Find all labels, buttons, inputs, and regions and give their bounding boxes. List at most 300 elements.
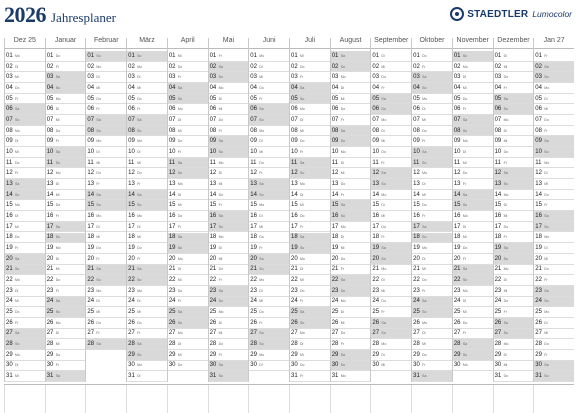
day-row[interactable] <box>494 72 534 83</box>
day-row[interactable] <box>371 275 411 286</box>
day-row[interactable] <box>371 94 411 105</box>
day-row[interactable] <box>249 211 289 222</box>
day-row[interactable] <box>209 222 249 233</box>
day-row[interactable] <box>290 83 330 94</box>
day-row[interactable] <box>209 254 249 265</box>
day-row[interactable] <box>127 211 167 222</box>
day-row[interactable] <box>86 318 126 329</box>
day-row[interactable] <box>5 307 45 318</box>
day-row[interactable] <box>290 254 330 265</box>
day-row[interactable] <box>86 72 126 83</box>
day-row[interactable] <box>5 200 45 211</box>
day-row[interactable] <box>453 200 493 211</box>
day-row[interactable] <box>331 297 371 308</box>
day-row[interactable] <box>86 158 126 169</box>
day-row[interactable] <box>127 275 167 286</box>
day-row[interactable] <box>249 104 289 115</box>
day-row[interactable] <box>249 158 289 169</box>
day-row[interactable] <box>331 72 371 83</box>
day-row[interactable] <box>412 168 452 179</box>
day-row[interactable] <box>127 104 167 115</box>
day-row[interactable] <box>168 350 208 361</box>
day-row[interactable] <box>494 286 534 297</box>
day-row[interactable] <box>5 136 45 147</box>
day-row[interactable] <box>5 350 45 361</box>
day-row[interactable] <box>453 83 493 94</box>
day-row[interactable] <box>209 104 249 115</box>
day-row[interactable] <box>249 318 289 329</box>
day-row[interactable] <box>5 158 45 169</box>
day-row[interactable] <box>46 72 86 83</box>
day-row[interactable] <box>249 136 289 147</box>
day-row[interactable] <box>127 94 167 105</box>
day-row[interactable] <box>5 286 45 297</box>
day-row[interactable] <box>86 147 126 158</box>
day-row[interactable] <box>290 371 330 382</box>
day-row[interactable] <box>127 350 167 361</box>
day-row[interactable] <box>86 297 126 308</box>
day-row[interactable] <box>534 136 574 147</box>
day-row[interactable] <box>127 179 167 190</box>
day-row[interactable] <box>249 190 289 201</box>
day-row[interactable] <box>209 62 249 73</box>
day-row[interactable] <box>371 158 411 169</box>
day-row[interactable] <box>249 72 289 83</box>
day-row[interactable] <box>453 318 493 329</box>
day-row[interactable] <box>86 200 126 211</box>
day-row[interactable] <box>494 147 534 158</box>
day-row[interactable] <box>331 136 371 147</box>
day-row[interactable] <box>290 361 330 372</box>
day-row[interactable] <box>249 254 289 265</box>
day-row[interactable] <box>494 265 534 276</box>
day-row[interactable] <box>209 318 249 329</box>
day-row[interactable] <box>534 104 574 115</box>
day-row[interactable] <box>168 94 208 105</box>
day-row[interactable] <box>127 72 167 83</box>
day-row[interactable] <box>412 158 452 169</box>
day-row[interactable] <box>412 222 452 233</box>
day-row[interactable] <box>453 243 493 254</box>
day-row[interactable] <box>46 200 86 211</box>
day-row[interactable] <box>331 339 371 350</box>
day-row[interactable] <box>127 51 167 62</box>
day-row[interactable] <box>209 297 249 308</box>
day-row[interactable] <box>46 126 86 137</box>
day-row[interactable] <box>86 243 126 254</box>
day-row[interactable] <box>453 275 493 286</box>
day-row[interactable] <box>127 168 167 179</box>
day-row[interactable] <box>127 83 167 94</box>
day-row[interactable] <box>249 115 289 126</box>
day-row[interactable] <box>412 307 452 318</box>
day-row[interactable] <box>168 72 208 83</box>
day-row[interactable] <box>5 275 45 286</box>
day-row[interactable] <box>46 371 86 382</box>
day-row[interactable] <box>331 361 371 372</box>
day-row[interactable] <box>412 136 452 147</box>
day-row[interactable] <box>453 51 493 62</box>
day-row[interactable] <box>86 136 126 147</box>
day-row[interactable] <box>168 243 208 254</box>
day-row[interactable] <box>127 126 167 137</box>
day-row[interactable] <box>249 200 289 211</box>
day-row[interactable] <box>249 94 289 105</box>
day-row[interactable] <box>209 126 249 137</box>
day-row[interactable] <box>168 179 208 190</box>
day-row[interactable] <box>5 211 45 222</box>
day-row[interactable] <box>453 350 493 361</box>
day-row[interactable] <box>127 158 167 169</box>
day-row[interactable] <box>5 51 45 62</box>
day-row[interactable] <box>494 243 534 254</box>
day-row[interactable] <box>331 350 371 361</box>
day-row[interactable] <box>371 200 411 211</box>
day-row[interactable] <box>534 83 574 94</box>
day-row[interactable] <box>494 329 534 340</box>
day-row[interactable] <box>46 94 86 105</box>
day-row[interactable] <box>453 179 493 190</box>
day-row[interactable] <box>209 200 249 211</box>
day-row[interactable] <box>249 233 289 244</box>
day-row[interactable] <box>249 62 289 73</box>
day-row[interactable] <box>86 115 126 126</box>
day-row[interactable] <box>290 200 330 211</box>
day-row[interactable] <box>168 168 208 179</box>
day-row[interactable] <box>5 126 45 137</box>
day-row[interactable] <box>86 222 126 233</box>
day-row[interactable] <box>412 329 452 340</box>
day-row[interactable] <box>494 62 534 73</box>
day-row[interactable] <box>46 265 86 276</box>
day-row[interactable] <box>168 361 208 372</box>
day-row[interactable] <box>371 222 411 233</box>
day-row[interactable] <box>86 83 126 94</box>
day-row[interactable] <box>46 179 86 190</box>
day-row[interactable] <box>534 168 574 179</box>
day-row[interactable] <box>412 265 452 276</box>
day-row[interactable] <box>5 94 45 105</box>
day-row[interactable] <box>534 371 574 382</box>
day-row[interactable] <box>249 297 289 308</box>
day-row[interactable] <box>127 62 167 73</box>
day-row[interactable] <box>453 361 493 372</box>
day-row[interactable] <box>209 147 249 158</box>
day-row[interactable] <box>46 190 86 201</box>
day-row[interactable] <box>5 361 45 372</box>
day-row[interactable] <box>494 297 534 308</box>
day-row[interactable] <box>371 83 411 94</box>
day-row[interactable] <box>534 243 574 254</box>
day-row[interactable] <box>46 297 86 308</box>
day-row[interactable] <box>371 190 411 201</box>
day-row[interactable] <box>5 83 45 94</box>
day-row[interactable] <box>290 329 330 340</box>
day-row[interactable] <box>331 254 371 265</box>
day-row[interactable] <box>290 94 330 105</box>
day-row[interactable] <box>249 286 289 297</box>
day-row[interactable] <box>453 211 493 222</box>
day-row[interactable] <box>534 200 574 211</box>
day-row[interactable] <box>168 83 208 94</box>
day-row[interactable] <box>534 147 574 158</box>
day-row[interactable] <box>290 190 330 201</box>
day-row[interactable] <box>249 275 289 286</box>
day-row[interactable] <box>371 318 411 329</box>
day-row[interactable] <box>371 307 411 318</box>
day-row[interactable] <box>371 168 411 179</box>
day-row[interactable] <box>168 339 208 350</box>
day-row[interactable] <box>331 94 371 105</box>
day-row[interactable] <box>127 147 167 158</box>
day-row[interactable] <box>534 179 574 190</box>
day-row[interactable] <box>209 286 249 297</box>
day-row[interactable] <box>331 222 371 233</box>
day-row[interactable] <box>5 339 45 350</box>
day-row[interactable] <box>249 147 289 158</box>
day-row[interactable] <box>412 62 452 73</box>
day-row[interactable] <box>331 329 371 340</box>
day-row[interactable] <box>412 211 452 222</box>
day-row[interactable] <box>494 307 534 318</box>
day-row[interactable] <box>494 318 534 329</box>
day-row[interactable] <box>46 168 86 179</box>
day-row[interactable] <box>534 361 574 372</box>
day-row[interactable] <box>290 168 330 179</box>
day-row[interactable] <box>168 147 208 158</box>
day-row[interactable] <box>494 190 534 201</box>
day-row[interactable] <box>5 233 45 244</box>
day-row[interactable] <box>168 104 208 115</box>
day-row[interactable] <box>453 115 493 126</box>
day-row[interactable] <box>331 147 371 158</box>
day-row[interactable] <box>209 329 249 340</box>
day-row[interactable] <box>168 318 208 329</box>
day-row[interactable] <box>209 361 249 372</box>
day-row[interactable] <box>127 318 167 329</box>
day-row[interactable] <box>5 265 45 276</box>
day-row[interactable] <box>86 51 126 62</box>
day-row[interactable] <box>331 211 371 222</box>
day-row[interactable] <box>249 339 289 350</box>
day-row[interactable] <box>46 361 86 372</box>
day-row[interactable] <box>371 339 411 350</box>
day-row[interactable] <box>249 179 289 190</box>
day-row[interactable] <box>209 350 249 361</box>
day-row[interactable] <box>5 115 45 126</box>
day-row[interactable] <box>168 126 208 137</box>
day-row[interactable] <box>534 115 574 126</box>
day-row[interactable] <box>5 297 45 308</box>
day-row[interactable] <box>46 233 86 244</box>
day-row[interactable] <box>453 62 493 73</box>
day-row[interactable] <box>249 126 289 137</box>
day-row[interactable] <box>5 222 45 233</box>
day-row[interactable] <box>534 211 574 222</box>
day-row[interactable] <box>331 115 371 126</box>
day-row[interactable] <box>494 51 534 62</box>
day-row[interactable] <box>412 104 452 115</box>
day-row[interactable] <box>494 275 534 286</box>
day-row[interactable] <box>168 115 208 126</box>
day-row[interactable] <box>453 168 493 179</box>
day-row[interactable] <box>46 243 86 254</box>
day-row[interactable] <box>209 115 249 126</box>
day-row[interactable] <box>46 350 86 361</box>
day-row[interactable] <box>494 339 534 350</box>
day-row[interactable] <box>371 51 411 62</box>
day-row[interactable] <box>249 329 289 340</box>
day-row[interactable] <box>494 126 534 137</box>
day-row[interactable] <box>371 62 411 73</box>
day-row[interactable] <box>86 168 126 179</box>
day-row[interactable] <box>331 233 371 244</box>
day-row[interactable] <box>168 51 208 62</box>
day-row[interactable] <box>331 51 371 62</box>
day-row[interactable] <box>371 136 411 147</box>
day-row[interactable] <box>127 233 167 244</box>
day-row[interactable] <box>290 243 330 254</box>
day-row[interactable] <box>249 265 289 276</box>
day-row[interactable] <box>412 190 452 201</box>
day-row[interactable] <box>494 222 534 233</box>
day-row[interactable] <box>290 51 330 62</box>
day-row[interactable] <box>412 297 452 308</box>
day-row[interactable] <box>371 350 411 361</box>
day-row[interactable] <box>209 179 249 190</box>
day-row[interactable] <box>412 147 452 158</box>
day-row[interactable] <box>331 200 371 211</box>
day-row[interactable] <box>86 94 126 105</box>
day-row[interactable] <box>209 211 249 222</box>
day-row[interactable] <box>5 371 45 382</box>
day-row[interactable] <box>127 329 167 340</box>
day-row[interactable] <box>534 62 574 73</box>
day-row[interactable] <box>168 233 208 244</box>
day-row[interactable] <box>5 147 45 158</box>
day-row[interactable] <box>290 136 330 147</box>
day-row[interactable] <box>412 254 452 265</box>
day-row[interactable] <box>46 318 86 329</box>
day-row[interactable] <box>412 200 452 211</box>
day-row[interactable] <box>127 339 167 350</box>
day-row[interactable] <box>86 339 126 350</box>
day-row[interactable] <box>127 200 167 211</box>
day-row[interactable] <box>249 361 289 372</box>
day-row[interactable] <box>534 275 574 286</box>
day-row[interactable] <box>168 329 208 340</box>
day-row[interactable] <box>412 83 452 94</box>
day-row[interactable] <box>331 104 371 115</box>
day-row[interactable] <box>168 158 208 169</box>
day-row[interactable] <box>290 318 330 329</box>
day-row[interactable] <box>46 286 86 297</box>
day-row[interactable] <box>371 243 411 254</box>
day-row[interactable] <box>371 254 411 265</box>
day-row[interactable] <box>494 168 534 179</box>
day-row[interactable] <box>86 126 126 137</box>
day-row[interactable] <box>453 233 493 244</box>
day-row[interactable] <box>168 265 208 276</box>
day-row[interactable] <box>331 307 371 318</box>
day-row[interactable] <box>412 115 452 126</box>
day-row[interactable] <box>371 286 411 297</box>
day-row[interactable] <box>331 318 371 329</box>
day-row[interactable] <box>371 329 411 340</box>
day-row[interactable] <box>534 51 574 62</box>
day-row[interactable] <box>371 147 411 158</box>
day-row[interactable] <box>168 62 208 73</box>
day-row[interactable] <box>331 243 371 254</box>
day-row[interactable] <box>534 329 574 340</box>
day-row[interactable] <box>290 339 330 350</box>
day-row[interactable] <box>412 94 452 105</box>
day-row[interactable] <box>331 126 371 137</box>
day-row[interactable] <box>168 136 208 147</box>
day-row[interactable] <box>412 350 452 361</box>
day-row[interactable] <box>494 94 534 105</box>
day-row[interactable] <box>412 371 452 382</box>
day-row[interactable] <box>209 275 249 286</box>
day-row[interactable] <box>209 265 249 276</box>
day-row[interactable] <box>86 104 126 115</box>
day-row[interactable] <box>249 168 289 179</box>
day-row[interactable] <box>371 361 411 372</box>
day-row[interactable] <box>453 329 493 340</box>
day-row[interactable] <box>534 126 574 137</box>
day-row[interactable] <box>494 211 534 222</box>
day-row[interactable] <box>412 275 452 286</box>
day-row[interactable] <box>453 147 493 158</box>
day-row[interactable] <box>290 158 330 169</box>
day-row[interactable] <box>290 297 330 308</box>
day-row[interactable] <box>46 275 86 286</box>
day-row[interactable] <box>290 307 330 318</box>
day-row[interactable] <box>5 62 45 73</box>
day-row[interactable] <box>168 254 208 265</box>
day-row[interactable] <box>453 158 493 169</box>
day-row[interactable] <box>249 350 289 361</box>
day-row[interactable] <box>412 286 452 297</box>
day-row[interactable] <box>46 222 86 233</box>
day-row[interactable] <box>46 158 86 169</box>
day-row[interactable] <box>5 168 45 179</box>
day-row[interactable] <box>534 286 574 297</box>
day-row[interactable] <box>412 51 452 62</box>
day-row[interactable] <box>168 222 208 233</box>
day-row[interactable] <box>290 265 330 276</box>
day-row[interactable] <box>5 190 45 201</box>
day-row[interactable] <box>534 307 574 318</box>
day-row[interactable] <box>453 265 493 276</box>
day-row[interactable] <box>412 72 452 83</box>
day-row[interactable] <box>534 190 574 201</box>
day-row[interactable] <box>371 265 411 276</box>
day-row[interactable] <box>290 275 330 286</box>
day-row[interactable] <box>5 72 45 83</box>
day-row[interactable] <box>249 51 289 62</box>
day-row[interactable] <box>494 200 534 211</box>
day-row[interactable] <box>534 339 574 350</box>
day-row[interactable] <box>412 233 452 244</box>
day-row[interactable] <box>127 265 167 276</box>
day-row[interactable] <box>5 243 45 254</box>
day-row[interactable] <box>86 211 126 222</box>
day-row[interactable] <box>371 72 411 83</box>
day-row[interactable] <box>249 83 289 94</box>
day-row[interactable] <box>46 104 86 115</box>
day-row[interactable] <box>534 350 574 361</box>
